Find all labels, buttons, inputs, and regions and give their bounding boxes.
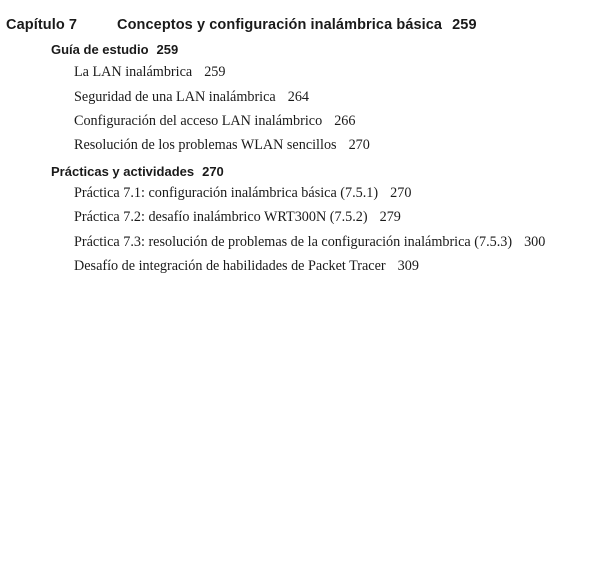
toc-entry-text: Práctica 7.2: desafío inalámbrico WRT300N (7.5.2)	[74, 209, 368, 225]
toc-entry-page: 266	[334, 113, 356, 129]
toc-entry	[74, 64, 225, 81]
toc-entry-page: 309	[397, 258, 419, 274]
toc-entry-page: 264	[287, 89, 309, 105]
toc-entry	[74, 234, 545, 251]
section-heading-guia-de-estudio	[51, 42, 178, 57]
toc-entry-page: 279	[379, 209, 401, 225]
chapter-label: Capítulo 7	[6, 17, 78, 33]
toc-entry-page: 270	[390, 185, 412, 201]
toc-entry-text: Práctica 7.1: configuración inalámbrica básica (7.5.1)	[74, 185, 379, 201]
toc-entry	[74, 209, 401, 226]
toc-entry	[74, 258, 419, 275]
chapter-title: Conceptos y configuración inalámbrica básica	[117, 17, 443, 33]
section-page-number: 259	[156, 42, 179, 57]
chapter-heading	[6, 17, 477, 33]
toc-entry-text: Práctica 7.3: resolución de problemas de la configuración inalámbrica (7.5.3)	[74, 234, 513, 250]
chapter-page-number: 259	[452, 17, 477, 33]
toc-entry-text: Configuración del acceso LAN inalámbrico	[74, 113, 323, 129]
toc-entry	[74, 137, 370, 154]
toc-entry	[74, 113, 355, 130]
section-page-number: 270	[202, 164, 224, 179]
toc-entry-page: 259	[204, 64, 226, 80]
toc-entry-text: Resolución de los problemas WLAN sencillos	[74, 137, 337, 153]
toc-entry	[74, 185, 411, 202]
toc-entry-page: 300	[524, 234, 546, 250]
toc-entry-text: Desafío de integración de habilidades de Packet Tracer	[74, 258, 386, 274]
toc-entry-page: 270	[348, 137, 370, 153]
toc-entry-text: La LAN inalámbrica	[74, 64, 193, 80]
section-title: Prácticas y actividades	[51, 164, 195, 179]
toc-entry	[74, 89, 309, 106]
section-heading-practicas-y-actividades	[51, 164, 224, 179]
section-title: Guía de estudio	[51, 42, 149, 57]
toc-entry-text: Seguridad de una LAN inalámbrica	[74, 89, 276, 105]
